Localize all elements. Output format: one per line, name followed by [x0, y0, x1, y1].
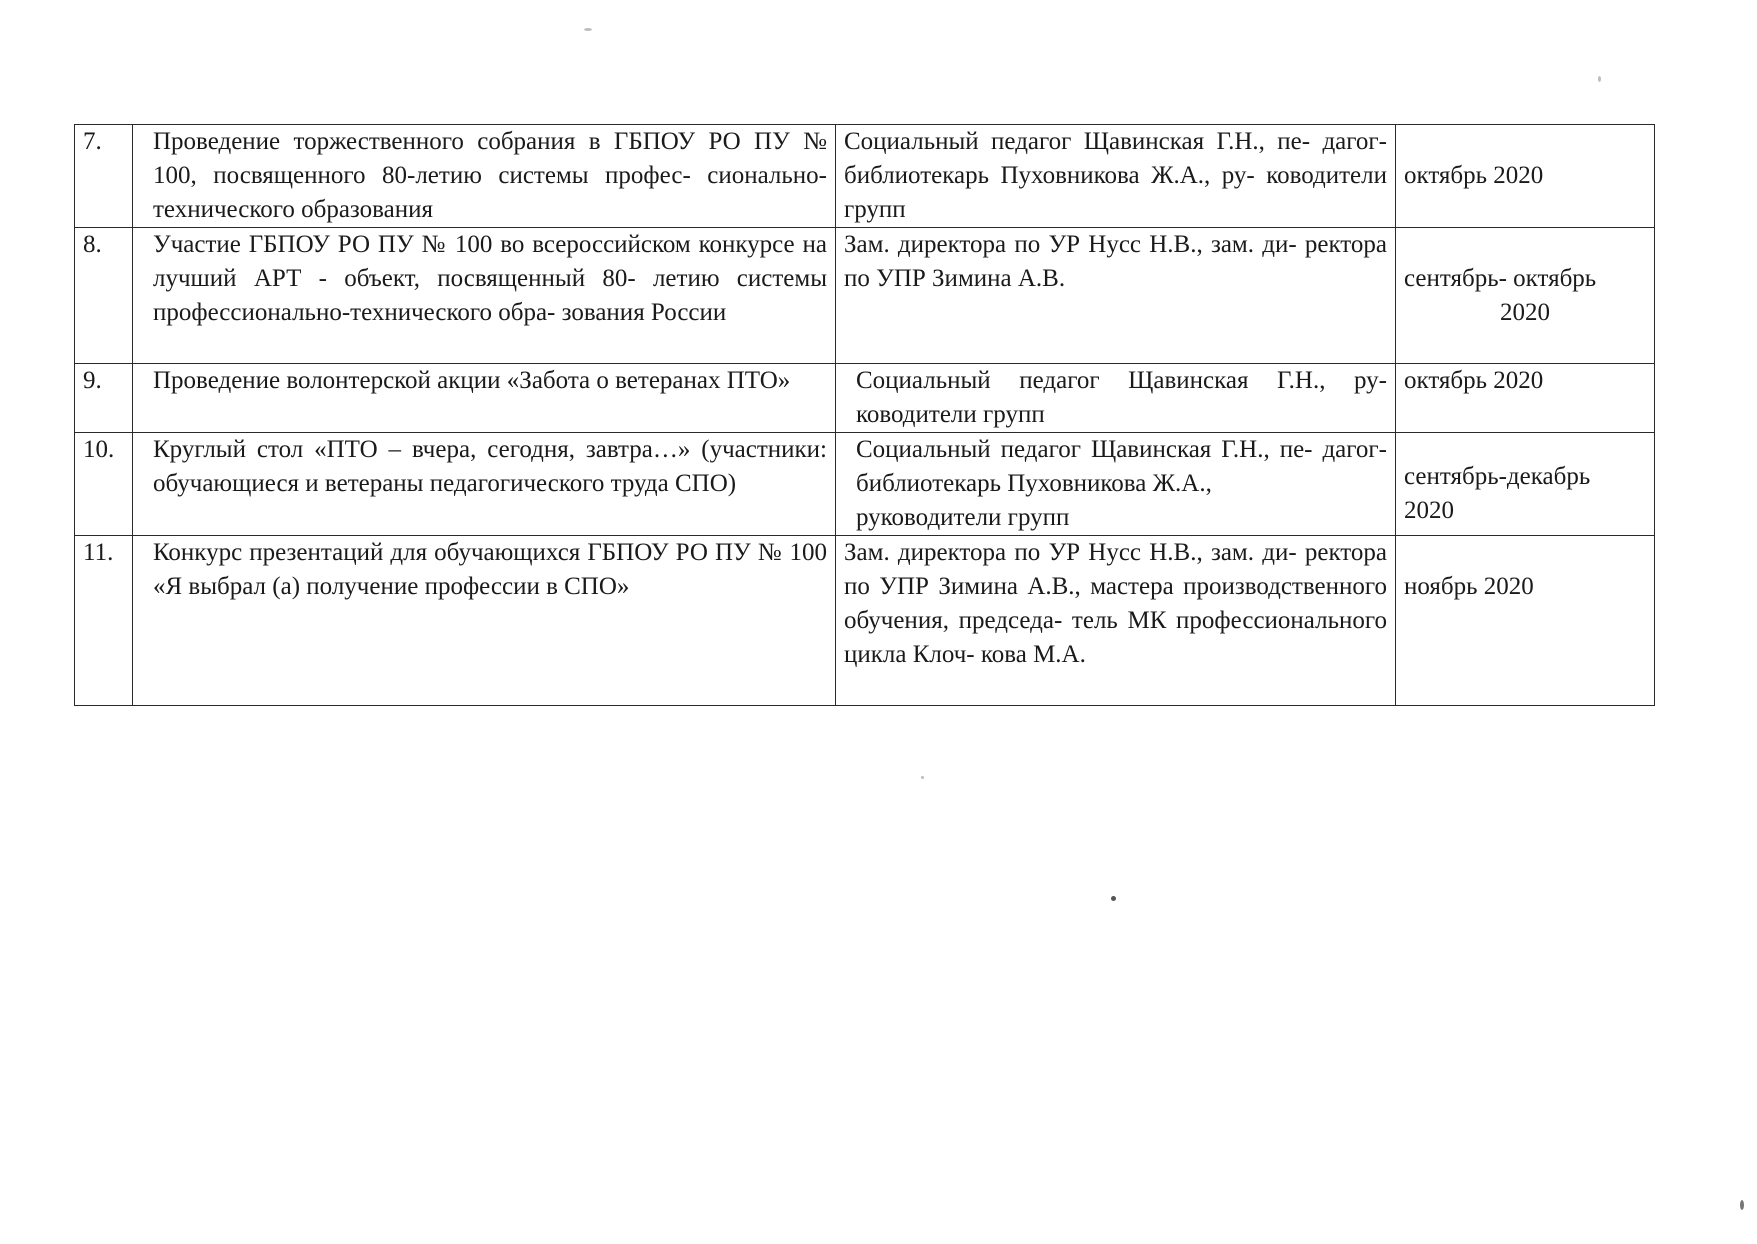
responsible-persons: Зам. директора по УР Нусс Н.В., зам. ди- ректора по УПР Зимина А.В., мастера производственного обучения, председа- тель МК профессионального цикла Клоч- кова М.А.	[836, 536, 1396, 706]
scan-speck	[1740, 1200, 1744, 1210]
responsible-persons: Социальный педагог Щавинская Г.Н., ру- ководители групп	[836, 364, 1396, 433]
responsible-persons: Социальный педагог Щавинская Г.Н., пе- дагог-библиотекарь Пуховникова Ж.А., ру- ководители групп	[836, 125, 1396, 228]
row-number: 11.	[75, 536, 133, 706]
event-description: Круглый стол «ПТО – вчера, сегодня, завтра…» (участники: обучающиеся и ветераны педагогического труда СПО)	[133, 433, 836, 536]
event-date: сентябрь-декабрь 2020	[1396, 433, 1655, 536]
table-row	[75, 125, 1655, 228]
event-date: ноябрь 2020	[1396, 536, 1655, 706]
row-number: 8.	[75, 228, 133, 364]
event-description: Участие ГБПОУ РО ПУ № 100 во всероссийском конкурсе на лучший АРТ - объект, посвященный 80- летию системы профессионально-технического обра- зования России	[133, 228, 836, 364]
event-description: Конкурс презентаций для обучающихся ГБПОУ РО ПУ № 100 «Я выбрал (а) получение профессии в СПО»	[133, 536, 836, 706]
event-date: сентябрь- октябрь 2020	[1396, 228, 1655, 364]
responsible-persons: Зам. директора по УР Нусс Н.В., зам. ди- ректора по УПР Зимина А.В.	[836, 228, 1396, 364]
event-date: октябрь 2020	[1396, 364, 1655, 433]
scan-speck	[1111, 896, 1116, 901]
scan-speck	[1598, 76, 1601, 82]
event-description: Проведение торжественного собрания в ГБПОУ РО ПУ № 100, посвященного 80-летию системы профес- сионально-технического образования	[133, 125, 836, 228]
scan-speck	[584, 28, 592, 31]
table-row	[75, 433, 1655, 536]
row-number: 7.	[75, 125, 133, 228]
event-date: октябрь 2020	[1396, 125, 1655, 228]
scan-speck	[921, 776, 924, 779]
table-row	[75, 536, 1655, 706]
events-table	[74, 124, 1655, 706]
responsible-persons: Социальный педагог Щавинская Г.Н., пе- дагог-библиотекарь Пуховникова Ж.А., руководители групп	[836, 433, 1396, 536]
row-number: 9.	[75, 364, 133, 433]
row-number: 10.	[75, 433, 133, 536]
table-row	[75, 364, 1655, 433]
event-description: Проведение волонтерской акции «Забота о ветеранах ПТО»	[133, 364, 836, 433]
table-row	[75, 228, 1655, 364]
